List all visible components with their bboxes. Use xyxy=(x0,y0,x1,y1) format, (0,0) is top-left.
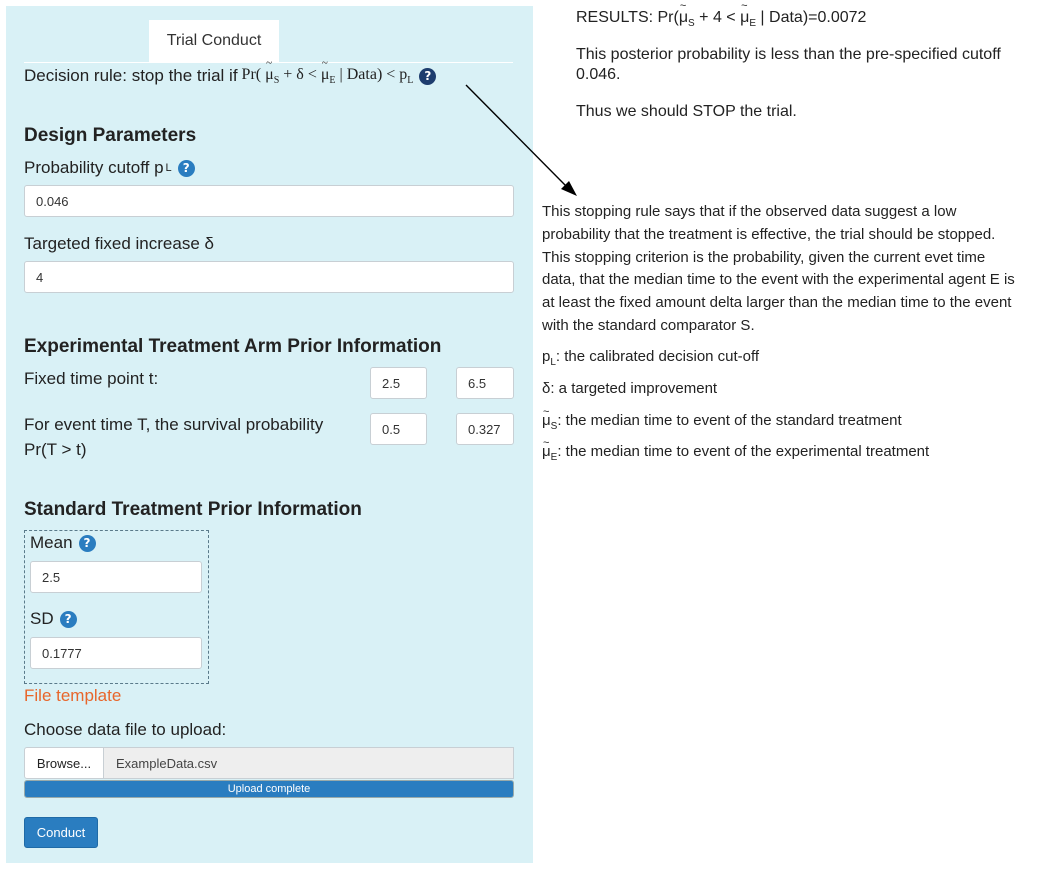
results-cutoff-line1: This posterior probability is less than the pre-specified cutoff xyxy=(576,46,1001,63)
explanation-text: This stopping rule says that if the observed data suggest a low probability that the treatment is effective, the trial should be stopped. This stopping criterion is the probability, given the current evet time data, that the median time to the event with the experimental agent E is at least the fixed amount delta larger than the median time to the event with the standard comparator S. xyxy=(542,203,1015,334)
decision-rule-text: Decision rule: stop the trial if xyxy=(24,66,238,85)
mu-e-symbol: ~ μ xyxy=(321,66,330,84)
design-parameters-heading: Design Parameters xyxy=(24,125,197,146)
mean-input[interactable]: 2.5 xyxy=(30,561,202,593)
survival-label-line1: For event time T, the survival probability xyxy=(24,415,324,434)
results-line: RESULTS: Pr(~ $\mu_S + 4$ < ~ $\mu_E$ | Data)=0.0072 xyxy=(576,9,866,29)
file-template-link[interactable]: File template xyxy=(24,686,122,705)
decision-rule xyxy=(24,64,436,88)
choose-file-label: Choose data file to upload: xyxy=(24,720,227,739)
browse-button[interactable]: Browse... xyxy=(24,747,104,779)
time-point-input-2[interactable]: 6.5 xyxy=(456,367,514,399)
tab-trial-conduct[interactable]: Trial Conduct xyxy=(149,20,279,62)
upload-progress-bar xyxy=(24,780,514,798)
mean-help-icon[interactable]: ? xyxy=(79,535,96,552)
survival-prob-input-1[interactable]: 0.5 xyxy=(370,413,427,445)
mean-label: Mean ? xyxy=(30,533,96,553)
cutoff-help-icon[interactable]: ? xyxy=(178,160,195,177)
results-mu-e: ~ μ xyxy=(740,9,749,27)
legend-p-l: $p_L$: the calibrated decision cut-off xyxy=(542,348,760,368)
annotation-arrow-head xyxy=(561,181,577,196)
upload-progress-fill: Upload complete xyxy=(25,781,513,797)
time-point-input-1[interactable]: 2.5 xyxy=(370,367,427,399)
results-mu-s: ~ μ xyxy=(679,9,688,27)
fixed-time-label: Fixed time point t: xyxy=(24,369,159,388)
file-name-field: ExampleData.csv xyxy=(104,747,514,779)
legend-mu-e: ~ $\mu_E$: the median time to event of the experimental treatment xyxy=(542,441,929,470)
legend-mu-s: ~ $\mu_S$: the median time to event of the standard treatment xyxy=(542,410,902,439)
results-stop: Thus we should STOP the trial. xyxy=(576,103,797,120)
survival-prob-input-2[interactable]: 0.327 xyxy=(456,413,514,445)
survival-label-line2: Pr(T > t) xyxy=(24,440,87,459)
experimental-heading: Experimental Treatment Arm Prior Information xyxy=(24,336,442,357)
mu-s-symbol: ~ μ xyxy=(265,66,274,84)
decision-rule-help-icon[interactable]: ? xyxy=(419,68,436,85)
delta-input[interactable]: 4 xyxy=(24,261,514,293)
standard-heading: Standard Treatment Prior Information xyxy=(24,499,362,520)
cutoff-label: Probability cutoff p L ? xyxy=(24,158,195,178)
results-cutoff-line2: 0.046. xyxy=(576,66,621,83)
decision-rule-formula: Pr( ~ $\mu_S + \delta$ < ~ $\mu_E$ | Data) < $p_L$ xyxy=(242,66,414,86)
delta-label: Targeted fixed increase δ xyxy=(24,234,214,253)
legend-delta: δ: a targeted improvement xyxy=(542,380,718,397)
file-upload-control xyxy=(24,747,514,779)
sd-help-icon[interactable]: ? xyxy=(60,611,77,628)
cutoff-input[interactable]: 0.046 xyxy=(24,185,514,217)
conduct-button[interactable]: Conduct xyxy=(24,817,98,848)
sd-label: SD ? xyxy=(30,609,77,629)
sd-input[interactable]: 0.1777 xyxy=(30,637,202,669)
